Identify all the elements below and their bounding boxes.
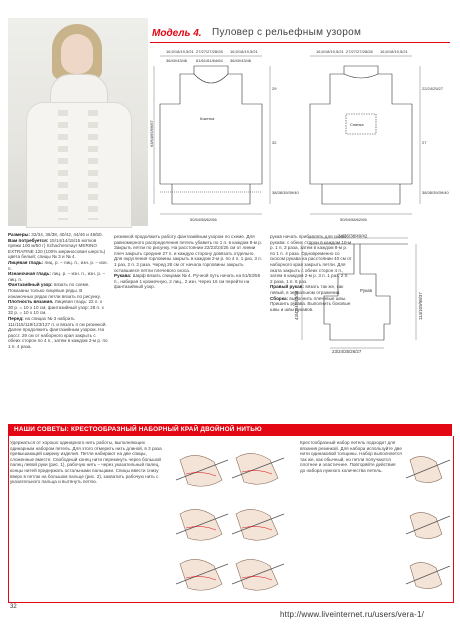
sleeve-section-value: Шарф вязать спицами № 4. Ручной путь начать на 51/53/55 п., набирая 1 кромочную, 2 лиц., 2 изн. Через 16 см перейти на фантазийный узор.: [114, 273, 261, 290]
back-bottom-width: 50/54/58/62/66: [340, 217, 367, 222]
model-photo: [8, 18, 148, 226]
right-sleeve-value: вязать так же, как левый, в зеркальном отражении.: [270, 284, 344, 295]
hand-illustration-6: [236, 559, 278, 590]
sizes-value: 32/34, 36/38, 40/42, 44/46 и 48/50.: [31, 232, 103, 237]
sleeve-bottom-width: 23/24/25/26/27: [332, 349, 362, 354]
rib-value: лиц. р. – лиц. п., изн. р. – изн. п.: [8, 259, 108, 271]
header: [150, 28, 450, 43]
knit-value: лиц. р. – изн. п., изн. р. – лиц. п.: [8, 271, 106, 282]
front-seg-3: 38/38/39/39/40: [272, 190, 299, 195]
back-seg-3: 38/38/39/39/40: [422, 190, 449, 195]
tips-text-1: [10, 440, 166, 582]
front-bottom-width: 50/54/58/62/66: [190, 217, 217, 222]
sleeve-section-label: Рукава:: [114, 273, 132, 279]
model-label: Модель 4.: [152, 28, 202, 39]
back-label: Спинка: [350, 122, 364, 127]
photo-cable: [88, 110, 98, 220]
density-value: Лицевая гладь: 22 п. x 30 р. = 10 x 10 см; фантазийный узор: 28 п. x 32 р. = 10 x 10 см.: [8, 299, 104, 316]
yarn-label: Вам потребуется:: [8, 237, 49, 243]
sleeve-top-width: 34/36/38/40/42: [338, 233, 368, 239]
tips-text-2: [300, 440, 402, 582]
back-top-width-right: 16,5/18/19,5/21: [380, 49, 408, 54]
photo-face: [61, 34, 93, 74]
back-top-width-left: 16,5/18/19,5/21: [316, 49, 344, 54]
front-hem: [172, 184, 250, 204]
sizes-label: Размеры:: [8, 232, 30, 237]
knit-label: Изнаночная гладь:: [8, 271, 51, 277]
back-hem: [322, 184, 400, 204]
hand-illustration-3: [180, 509, 222, 540]
hand-illustration-4: [236, 509, 278, 540]
source-url: http://www.liveinternet.ru/users/vera-1/: [280, 610, 425, 619]
front-outline: [160, 66, 262, 184]
sleeve-label: Рукав: [360, 288, 372, 293]
hand-illustration-1: [180, 455, 222, 486]
front-seg-2: 32: [272, 140, 277, 145]
assembly-value: выполнить плечевые швы. Пришить рукава. Выполнить боковые швы и швы рукавов.: [270, 295, 351, 312]
col2-text: резинкой продолжить работу фантазийным узором по схеме. Для равномерного распределения петель убавить по 1 п. в каждом 8-м р. Закрыть петли по рисунку. На расстоянии 22/23/24/25 см от линии плеч закрыть средние 27 п. и каждую сторону довязать отдельно. Для округления горловины закрыть в каждом 2-м р. по 4 п. 1 раз, 3 п. 1 раз, 2 п. 2 раза. Черед 28 см от начала горловины закрыть оставшиеся петли плечевого скоса.: [114, 234, 263, 273]
front-top-count-mid: 61/61/61/64/64: [196, 58, 223, 63]
front-top-width-left: 16,5/18/19,5/21: [166, 49, 194, 54]
back-seg-1: 22/24/25/27: [422, 86, 444, 91]
instructions-column-1: [8, 232, 108, 400]
instructions-column-2: [114, 234, 264, 400]
pattern-label: Фантазийный узор:: [8, 282, 53, 288]
tips-text-1-body: Удержаться от хорошо одинарного нить работы, выполняющих одинарным набором петель. Для этого отмерить нить длиной, в 3 раза превышающей ширину изделия. Петли набирают на две спицы, сложенные вместе. Свободный конец нити перекинуть через большой палец левой руки (рис. 1), рабочую нить – через указательный палец, концы нитей придержать остальными пальцами. Спицы ввести снизу вверх в петлю на большом пальце (рис. 2), захватить рабочую нить с указательного пальца и вытянуть петлю.: [10, 440, 162, 485]
front-top-width-right: 16,5/18/19,5/21: [230, 49, 258, 54]
front-yoke-label: Кокетка: [200, 116, 215, 121]
back-seg-2: 27: [422, 140, 427, 145]
sleeve-right-height: 114/109/98/37: [418, 292, 423, 320]
front-value: на спицах № 3 набрать 111/115/119/123/127 п. и вязать 4 см резинкой. Далее продолжить фантазийным узором. На расст. 29 см от наборного края закрыть с обеих сторон по 4 п., затем в каждом 2-м р. по 1 п. 4 раза.: [8, 315, 108, 349]
front-neckline: [194, 74, 228, 83]
front-seg-1: 29: [272, 86, 277, 91]
pattern-value: вязать по схеме. Показаны только лицевые ряды. В изнаночных рядах петли вязать по рисунку.: [8, 282, 101, 299]
back-top-width-mid: 27/27/27/28/28: [346, 49, 373, 54]
tips-banner-text: НАШИ СОВЕТЫ: КРЕСТООБРАЗНЫЙ НАБОРНЫЙ КРАЙ ДВОЙНОЙ НИТЬЮ: [14, 426, 262, 433]
front-top-count-right: 36/40/43/46: [230, 58, 252, 63]
tips-banner: [8, 424, 452, 436]
col3-text: рукав начать прибавлять для скоса рукава: с обеих сторон в каждом 10-м р. 1 п. 3 раза, затем в каждом 8-м р. по 1 п. 4 раза. Одновременно со скосом рукава на расстоянии 40 см от наборного края закрыть петли. Для оката закрыть с обеих сторон 4 п., затем в каждом 2-м р. 3 п. 1 раз, 2 п. 2 раза, 1 п. 6 раз.: [270, 234, 352, 284]
yarn-value: 15/14/14/15/15 мотков пряжи 100 м/50 г) Schachenmayr MERINO EXTRAFINE 120 (100% мериносовая шерсть) цвета белый; спицы № 3 и № 4.: [8, 237, 106, 260]
right-sleeve-label: Правый рукав:: [270, 284, 305, 290]
density-label: Плотность вязания.: [8, 299, 54, 305]
schematic-front-back: [150, 44, 456, 230]
tips-illustrations-right: [404, 440, 454, 600]
back-neckline: [344, 74, 378, 78]
rib-label: Лицевая гладь:: [8, 259, 44, 265]
tips-illustrations: [166, 440, 296, 600]
page-title: Пуловер с рельефным узором: [212, 27, 362, 38]
hand-illustration-2: [236, 453, 278, 484]
instructions-column-3: [270, 234, 352, 400]
hand-illustration-5: [180, 559, 222, 590]
sleeve-left-height: 43/43/41/40/38: [294, 290, 299, 320]
photo-cable: [58, 110, 68, 220]
assembly-label: Сборка:: [270, 295, 289, 301]
front-top-width-mid: 27/27/27/28/28: [196, 49, 223, 54]
front-top-count-left: 36/40/43/46: [166, 58, 188, 63]
page-number: 32: [10, 604, 17, 610]
front-label: Перед:: [8, 315, 24, 321]
front-left-height: 63/64/65/66/67: [149, 120, 154, 147]
photo-sweater: [26, 102, 132, 228]
tips-text-2-body: Крестообразный набор петель подходит для вязания резинкой. Для набора используйте две нити одинаковой толщины. Набор выполняется так же, как обычный, но петли получаются плотнее и эластичнее. Повторяйте действия до набора нужного количества петель.: [300, 440, 402, 473]
